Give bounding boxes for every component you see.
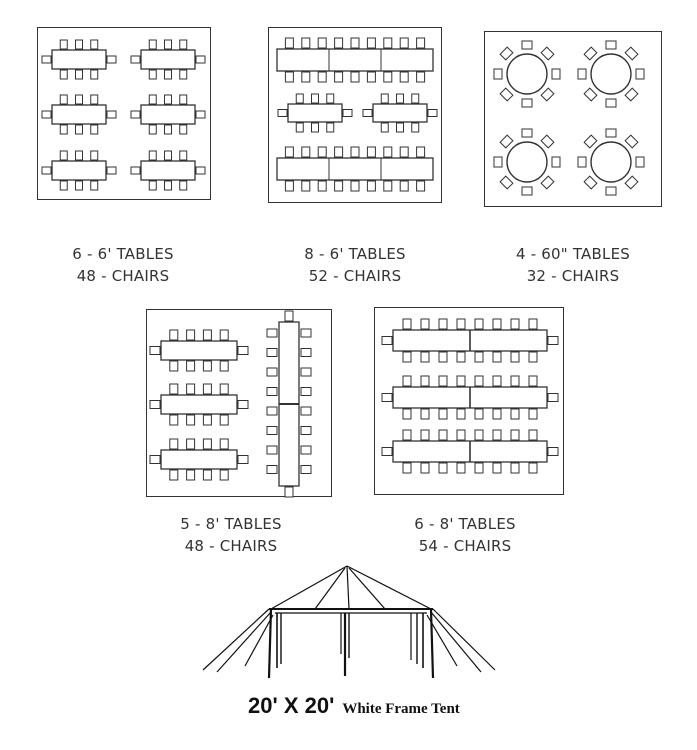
chair — [475, 352, 483, 362]
chair — [107, 167, 116, 174]
chair — [301, 388, 311, 396]
chair — [584, 176, 597, 189]
chair — [180, 70, 187, 79]
seating-diagram — [375, 308, 565, 496]
chair — [511, 376, 519, 386]
chair — [180, 125, 187, 134]
chair — [421, 376, 429, 386]
chair — [267, 349, 277, 357]
table — [141, 50, 195, 69]
chair — [196, 167, 205, 174]
chair — [541, 88, 554, 101]
chair — [522, 41, 532, 49]
table — [52, 50, 106, 69]
chair — [220, 415, 228, 425]
chair — [301, 427, 311, 435]
chair — [439, 463, 447, 473]
chair — [180, 151, 187, 160]
chair — [238, 456, 248, 464]
chair — [428, 110, 437, 117]
chair — [203, 330, 211, 340]
chair — [187, 470, 195, 480]
chair — [149, 40, 156, 49]
round-table — [507, 54, 547, 94]
seating-diagram — [38, 28, 212, 201]
chair — [625, 88, 638, 101]
chair — [439, 376, 447, 386]
chairs-count-label: 54 - CHAIRS — [418, 537, 512, 555]
chair — [238, 347, 248, 355]
chair — [335, 72, 343, 82]
chair — [318, 38, 326, 48]
chair — [351, 147, 359, 157]
chair — [203, 415, 211, 425]
chair — [457, 319, 465, 329]
chair — [76, 181, 83, 190]
chair — [76, 95, 83, 104]
chair — [381, 94, 388, 103]
chair — [584, 88, 597, 101]
chair — [220, 361, 228, 371]
chair — [522, 99, 532, 107]
chair — [187, 330, 195, 340]
chair — [285, 487, 293, 497]
chair — [327, 123, 334, 132]
chair — [403, 376, 411, 386]
chair — [301, 466, 311, 474]
chair — [403, 352, 411, 362]
chair — [267, 407, 277, 415]
chair — [584, 47, 597, 60]
chair — [400, 72, 408, 82]
chair — [417, 147, 425, 157]
chair — [91, 125, 98, 134]
layout-caption-5 — [372, 513, 558, 557]
chair — [500, 176, 513, 189]
chair — [150, 401, 160, 409]
chair — [457, 409, 465, 419]
chair — [367, 147, 375, 157]
chair — [302, 72, 310, 82]
chair — [500, 135, 513, 148]
chair — [335, 38, 343, 48]
table — [277, 158, 433, 180]
chair — [318, 147, 326, 157]
chair — [60, 151, 67, 160]
chair — [165, 40, 172, 49]
chair — [475, 319, 483, 329]
chair — [76, 151, 83, 160]
chair — [149, 70, 156, 79]
chair — [42, 56, 51, 63]
chair — [384, 38, 392, 48]
chair — [421, 430, 429, 440]
chair — [417, 181, 425, 191]
chair — [439, 319, 447, 329]
chair — [203, 439, 211, 449]
chair — [636, 157, 644, 167]
chair — [636, 69, 644, 79]
chair — [500, 47, 513, 60]
table — [52, 161, 106, 180]
chair — [180, 95, 187, 104]
chair — [457, 430, 465, 440]
chair — [42, 167, 51, 174]
layout-caption-1 — [30, 243, 216, 287]
chair — [60, 95, 67, 104]
chair — [382, 394, 392, 402]
chair — [400, 147, 408, 157]
chair — [149, 181, 156, 190]
chair — [548, 394, 558, 402]
chair — [285, 147, 293, 157]
chair — [529, 352, 537, 362]
chair — [302, 38, 310, 48]
table — [373, 104, 427, 122]
chair — [493, 352, 501, 362]
tables-count-label: 6 - 8' TABLES — [414, 515, 516, 533]
chair — [417, 38, 425, 48]
chair — [91, 40, 98, 49]
chair — [285, 38, 293, 48]
chair — [170, 330, 178, 340]
chair — [165, 125, 172, 134]
table — [141, 105, 195, 124]
chair — [397, 94, 404, 103]
chairs-count-label: 32 - CHAIRS — [526, 267, 620, 285]
chair — [165, 181, 172, 190]
chair — [187, 384, 195, 394]
layout-caption-3 — [480, 243, 666, 287]
table — [288, 104, 342, 122]
chair — [552, 69, 560, 79]
chair — [327, 94, 334, 103]
chair — [196, 111, 205, 118]
chair — [541, 176, 554, 189]
table — [52, 105, 106, 124]
chair — [351, 38, 359, 48]
chair — [541, 47, 554, 60]
chair — [412, 94, 419, 103]
chair — [541, 135, 554, 148]
chair — [196, 56, 205, 63]
chair — [351, 72, 359, 82]
layout-panel-6x8ft — [374, 307, 564, 495]
chair — [381, 123, 388, 132]
chair — [301, 407, 311, 415]
chair — [494, 157, 502, 167]
chair — [548, 448, 558, 456]
chair — [403, 463, 411, 473]
chair — [150, 347, 160, 355]
chair — [267, 388, 277, 396]
chair — [60, 40, 67, 49]
chair — [301, 368, 311, 376]
chair — [296, 94, 303, 103]
chair — [421, 409, 429, 419]
chair — [302, 147, 310, 157]
chair — [187, 361, 195, 371]
tables-count-label: 4 - 60" TABLES — [516, 245, 630, 263]
chair — [494, 69, 502, 79]
chair — [318, 181, 326, 191]
table — [161, 341, 237, 360]
chair — [203, 470, 211, 480]
chair — [107, 56, 116, 63]
chair — [187, 415, 195, 425]
chair — [107, 111, 116, 118]
chair — [42, 111, 51, 118]
tables-count-label: 5 - 8' TABLES — [180, 515, 282, 533]
chair — [76, 125, 83, 134]
chair — [511, 463, 519, 473]
chair — [511, 352, 519, 362]
frame-tent-illustration — [195, 560, 505, 685]
chair — [170, 470, 178, 480]
chair — [493, 430, 501, 440]
chair — [180, 40, 187, 49]
chair — [439, 430, 447, 440]
chair — [384, 147, 392, 157]
chair — [625, 176, 638, 189]
chair — [203, 384, 211, 394]
chair — [367, 181, 375, 191]
chair — [625, 135, 638, 148]
chair — [335, 181, 343, 191]
chair — [301, 329, 311, 337]
chair — [203, 361, 211, 371]
chair — [238, 401, 248, 409]
chair — [606, 129, 616, 137]
chair — [457, 376, 465, 386]
chair — [285, 311, 293, 321]
chair — [60, 181, 67, 190]
chair — [382, 337, 392, 345]
chair — [91, 151, 98, 160]
chair — [267, 466, 277, 474]
chair — [578, 157, 586, 167]
chair — [296, 123, 303, 132]
chair — [149, 125, 156, 134]
chair — [220, 470, 228, 480]
chair — [165, 151, 172, 160]
chair — [367, 38, 375, 48]
seating-diagram — [485, 32, 663, 208]
chair — [475, 463, 483, 473]
chair — [511, 319, 519, 329]
chair — [439, 409, 447, 419]
chair — [91, 70, 98, 79]
chair — [584, 135, 597, 148]
chair — [220, 439, 228, 449]
chair — [400, 181, 408, 191]
chair — [267, 427, 277, 435]
chair — [511, 430, 519, 440]
chair — [384, 181, 392, 191]
chair — [606, 187, 616, 195]
chair — [187, 439, 195, 449]
chair — [382, 448, 392, 456]
chair — [529, 319, 537, 329]
chair — [421, 352, 429, 362]
table — [161, 450, 237, 469]
layout-panel-6x6ft — [37, 27, 211, 200]
chair — [403, 430, 411, 440]
chair — [578, 69, 586, 79]
chair — [475, 376, 483, 386]
chair — [335, 147, 343, 157]
chair — [367, 72, 375, 82]
chairs-count-label: 52 - CHAIRS — [308, 267, 402, 285]
layout-panel-8x6ft — [268, 27, 442, 203]
chair — [457, 352, 465, 362]
chair — [278, 110, 287, 117]
chair — [285, 181, 293, 191]
tent-name-label: White Frame Tent — [342, 701, 460, 717]
chair — [312, 94, 319, 103]
chair — [220, 330, 228, 340]
chair — [493, 376, 501, 386]
chair — [529, 430, 537, 440]
chair — [302, 181, 310, 191]
chair — [301, 349, 311, 357]
chair — [475, 409, 483, 419]
tables-count-label: 6 - 6' TABLES — [72, 245, 174, 263]
chair — [285, 72, 293, 82]
chair — [439, 352, 447, 362]
chair — [318, 72, 326, 82]
tables-count-label: 8 - 6' TABLES — [304, 245, 406, 263]
chair — [493, 319, 501, 329]
chair — [131, 56, 140, 63]
chair — [60, 125, 67, 134]
chair — [170, 384, 178, 394]
chair — [548, 337, 558, 345]
chair — [529, 376, 537, 386]
chair — [150, 456, 160, 464]
chair — [522, 187, 532, 195]
chair — [363, 110, 372, 117]
chair — [457, 463, 465, 473]
chair — [511, 409, 519, 419]
chair — [170, 415, 178, 425]
chair — [421, 319, 429, 329]
chair — [76, 40, 83, 49]
round-table — [591, 142, 631, 182]
chair — [267, 368, 277, 376]
chair — [91, 181, 98, 190]
chair — [91, 95, 98, 104]
chair — [267, 329, 277, 337]
chair — [60, 70, 67, 79]
round-table — [591, 54, 631, 94]
chair — [417, 72, 425, 82]
chair — [343, 110, 352, 117]
chair — [493, 409, 501, 419]
table — [141, 161, 195, 180]
chair — [131, 111, 140, 118]
chairs-count-label: 48 - CHAIRS — [184, 537, 278, 555]
chairs-count-label: 48 - CHAIRS — [76, 267, 170, 285]
chair — [220, 384, 228, 394]
chair — [267, 446, 277, 454]
chair — [493, 463, 501, 473]
tent-title — [248, 693, 460, 719]
chair — [170, 439, 178, 449]
chair — [412, 123, 419, 132]
layout-caption-2 — [262, 243, 448, 287]
table — [161, 395, 237, 414]
chair — [400, 38, 408, 48]
chair — [165, 70, 172, 79]
chair — [403, 409, 411, 419]
chair — [351, 181, 359, 191]
chair — [529, 463, 537, 473]
layout-panel-5x8ft — [146, 309, 332, 497]
chair — [384, 72, 392, 82]
chair — [421, 463, 429, 473]
layout-caption-4 — [138, 513, 324, 557]
chair — [131, 167, 140, 174]
chair — [149, 151, 156, 160]
chair — [606, 41, 616, 49]
chair — [180, 181, 187, 190]
chair — [529, 409, 537, 419]
chair — [312, 123, 319, 132]
chair — [522, 129, 532, 137]
chair — [552, 157, 560, 167]
chair — [475, 430, 483, 440]
chair — [606, 99, 616, 107]
chair — [165, 95, 172, 104]
chair — [397, 123, 404, 132]
chair — [170, 361, 178, 371]
layout-panel-4x60in-round — [484, 31, 662, 207]
chair — [625, 47, 638, 60]
chair — [76, 70, 83, 79]
chair — [403, 319, 411, 329]
chair — [149, 95, 156, 104]
seating-diagram — [269, 28, 443, 204]
chair — [500, 88, 513, 101]
tent-size-label: 20' X 20' — [248, 693, 335, 718]
round-table — [507, 142, 547, 182]
table — [277, 49, 433, 71]
chair — [301, 446, 311, 454]
seating-diagram — [147, 310, 333, 498]
